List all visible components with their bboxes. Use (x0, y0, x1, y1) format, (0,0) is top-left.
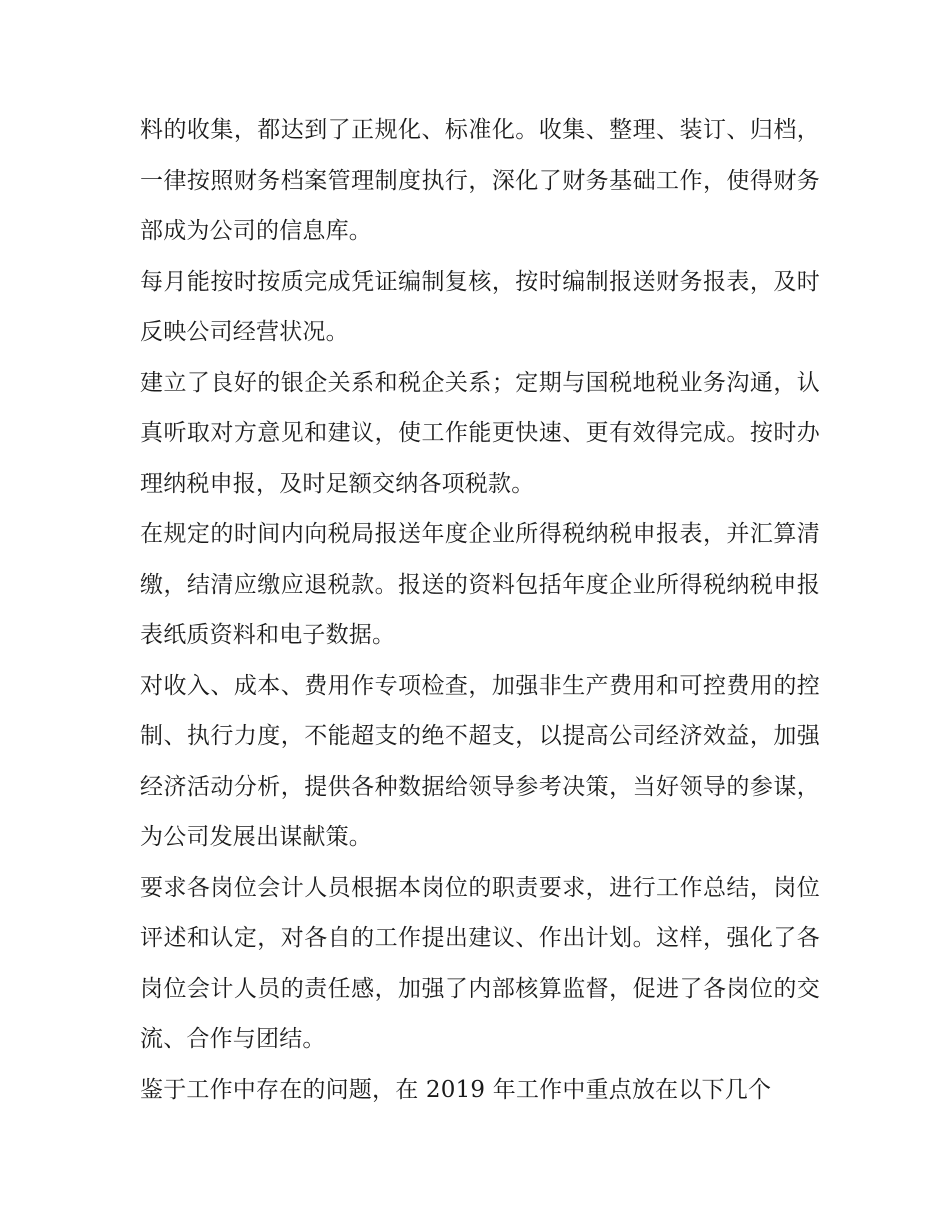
paragraph-accountant-duties: 要求各岗位会计人员根据本岗位的职责要求，进行工作总结，岗位评述和认定，对各自的工作提出建议、作出计划。这样，强化了各岗位会计人员的责任感，加强了内部核算监督，促进了各岗位的交流、合作与团结。 (140, 874, 820, 1052)
paragraph-archive-collection: 料的收集，都达到了正规化、标准化。收集、整理、装订、归档，一律按照财务档案管理制度执行，深化了财务基础工作，使得财务部成为公司的信息库。 (140, 117, 820, 244)
paragraph-monthly-reports: 每月能按时按质完成凭证编制复核，按时编制报送财务报表，及时反映公司经营状况。 (140, 268, 820, 345)
document-body (140, 105, 820, 1115)
paragraph-annual-tax-filing: 在规定的时间内向税局报送年度企业所得税纳税申报表，并汇算清缴，结清应缴应退税款。报送的资料包括年度企业所得税纳税申报表纸质资料和电子数据。 (140, 521, 820, 648)
paragraph-bank-tax-relations: 建立了良好的银企关系和税企关系；定期与国税地税业务沟通，认真听取对方意见和建议，使工作能更快速、更有效得完成。按时办理纳税申报，及时足额交纳各项税款。 (140, 369, 820, 497)
paragraph-cost-control: 对收入、成本、费用作专项检查，加强非生产费用和可控费用的控制、执行力度，不能超支的绝不超支，以提高公司经济效益，加强经济活动分析，提供各种数据给领导参考决策，当好领导的参谋，为公司发展出谋献策。 (140, 672, 820, 850)
paragraph-2019-focus: 鉴于工作中存在的问题，在 2019 年工作中重点放在以下几个 (140, 1076, 772, 1103)
